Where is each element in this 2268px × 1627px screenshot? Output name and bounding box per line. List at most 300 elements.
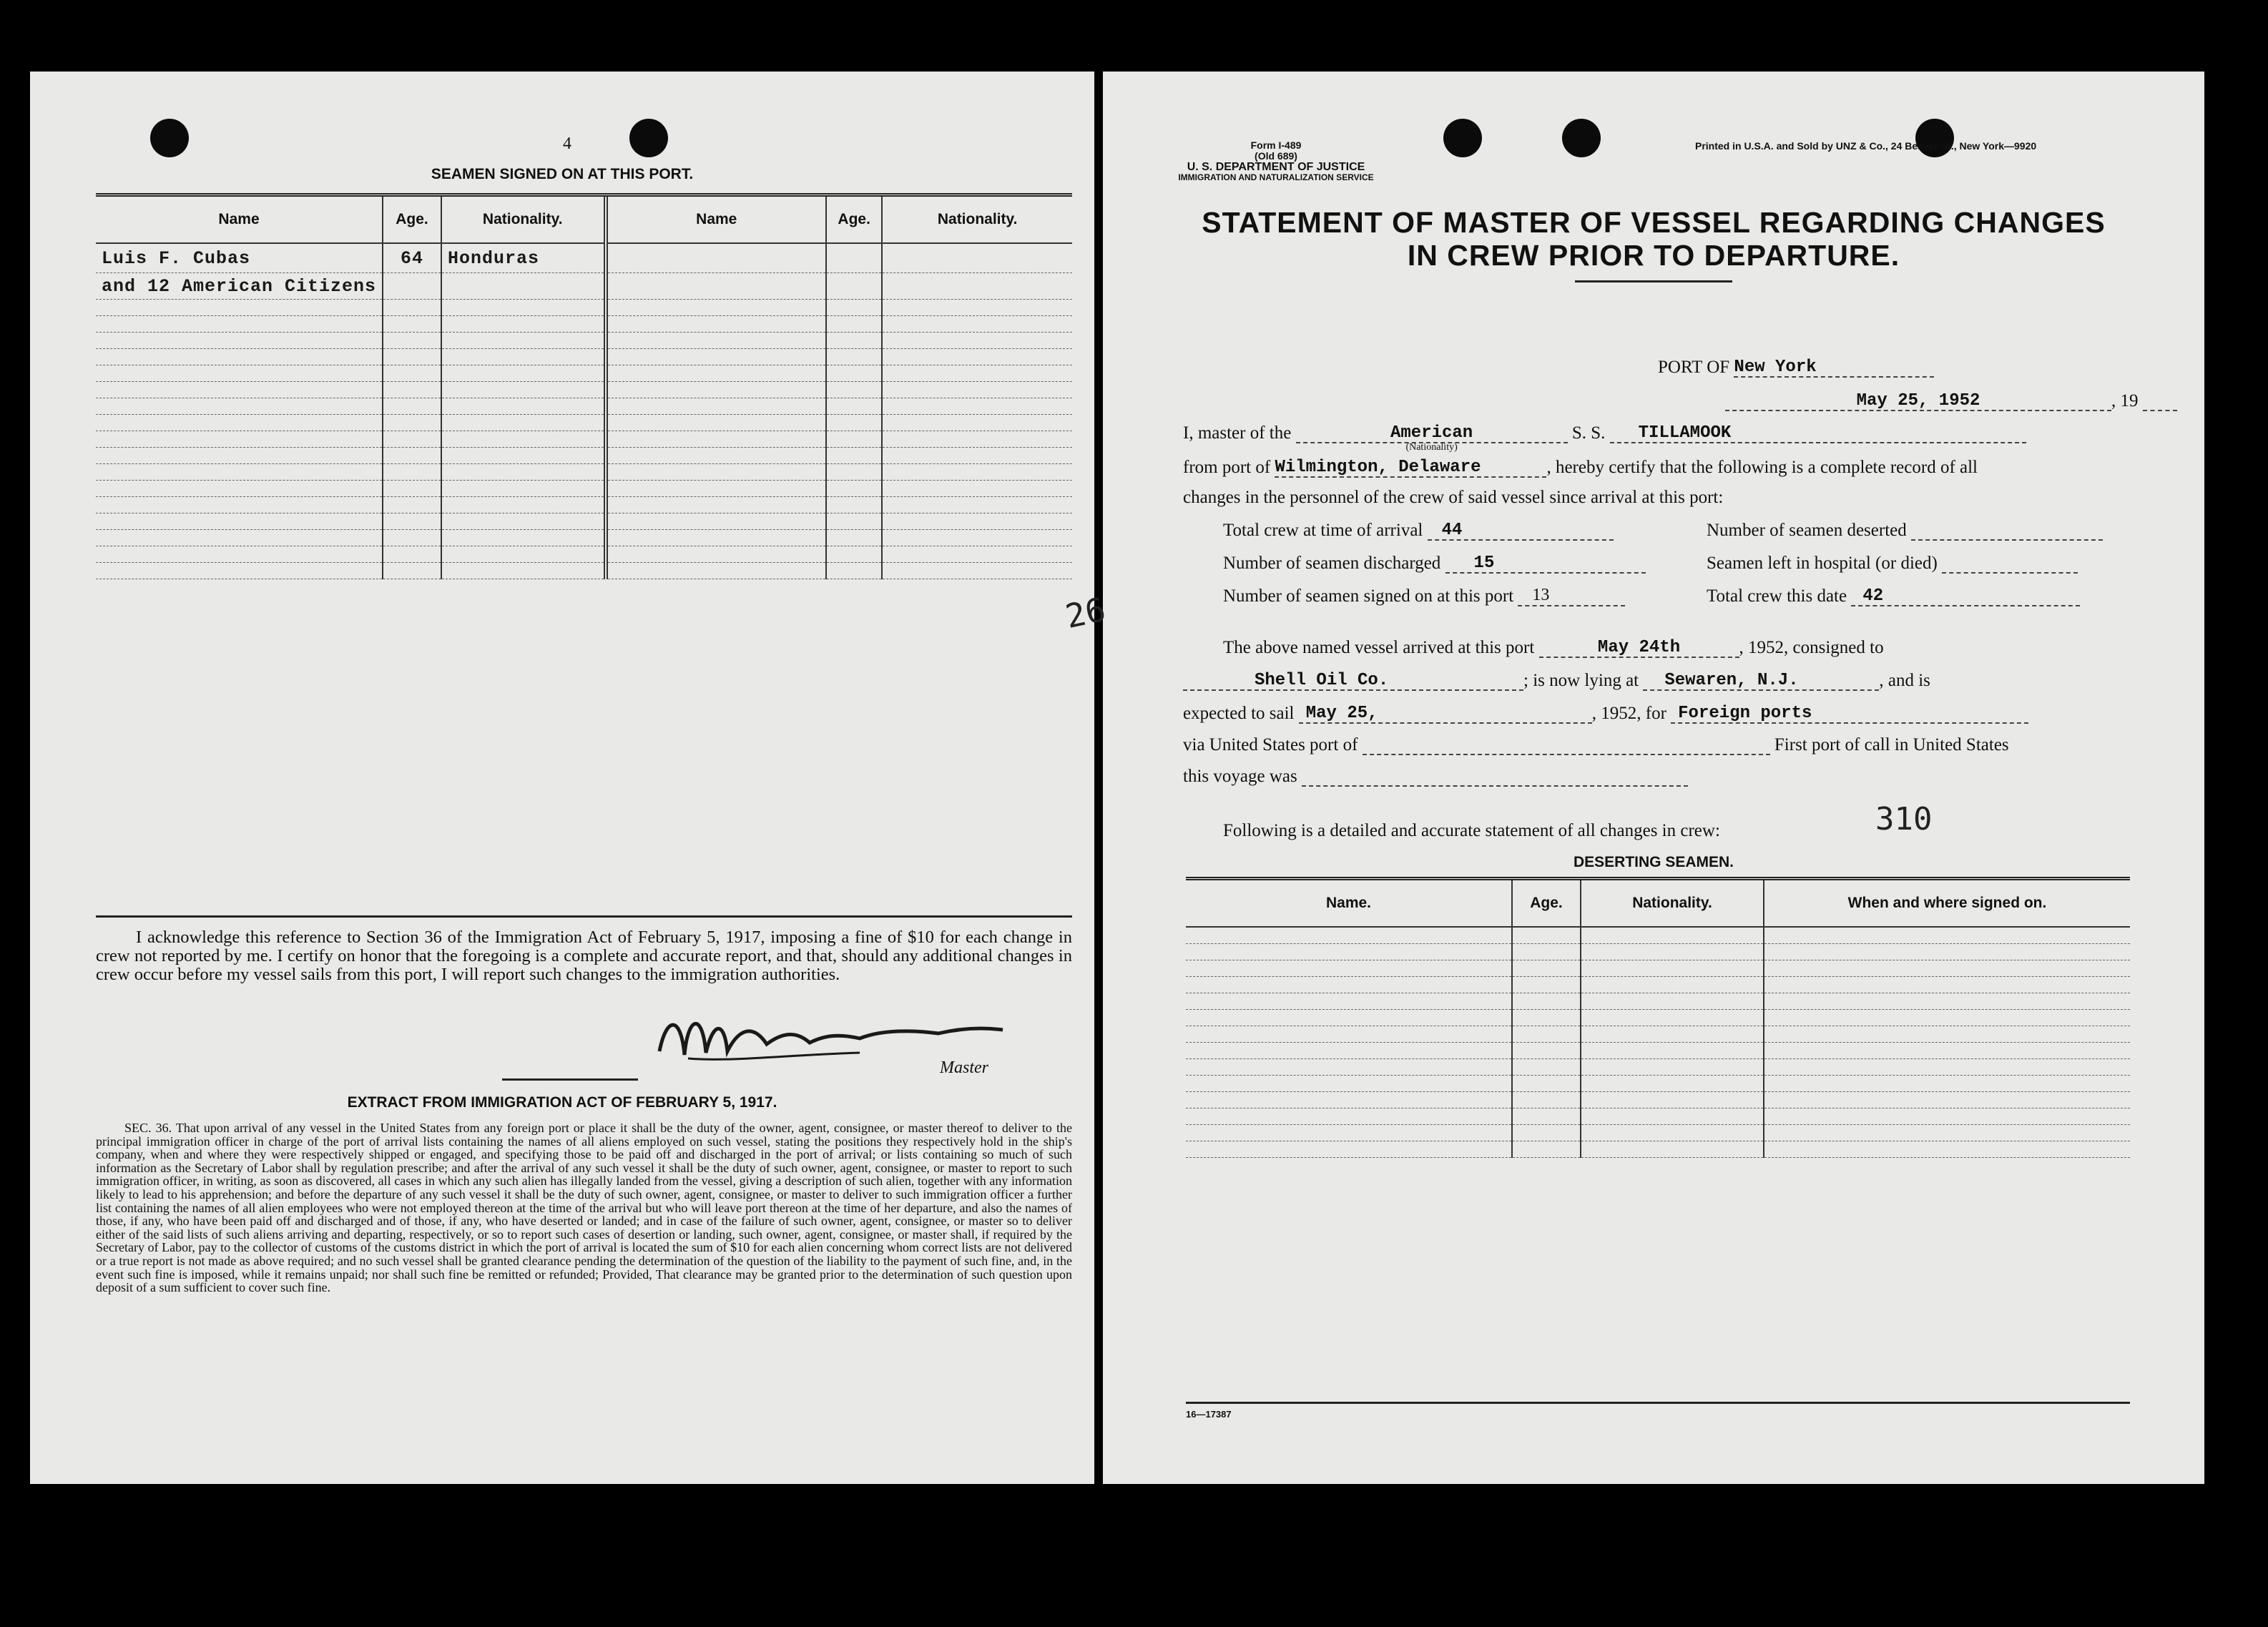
discharged-label: Number of seamen discharged	[1223, 554, 1441, 573]
divider	[502, 1078, 638, 1081]
age-cell	[826, 563, 882, 579]
age-cell	[826, 497, 882, 513]
discharged-value: 15	[1473, 554, 1495, 573]
date-line	[1725, 390, 2177, 411]
nationality-cell	[1581, 927, 1764, 944]
nationality-cell	[882, 481, 1072, 497]
form-title	[1103, 206, 2204, 272]
age-cell	[1512, 1010, 1581, 1026]
table-row	[96, 563, 1072, 579]
name-cell	[606, 530, 827, 546]
age-cell	[1512, 1059, 1581, 1076]
total-crew-date-label: Total crew this date	[1707, 586, 1847, 606]
table-row	[96, 316, 1072, 333]
signed-on-cell	[1764, 1109, 2130, 1125]
signed-on-cell	[1764, 993, 2130, 1010]
table-row	[1186, 1059, 2130, 1076]
deserted-field	[1911, 519, 2103, 541]
nationality-cell	[882, 415, 1072, 431]
table-row	[96, 333, 1072, 349]
margin-mark: 26	[1061, 589, 1109, 636]
master-of-label: I, master of the	[1183, 423, 1292, 443]
age-cell	[1512, 977, 1581, 993]
name-cell	[96, 481, 383, 497]
column-header: Name.	[1186, 880, 1512, 927]
consignee-value: Shell Oil Co.	[1255, 671, 1389, 690]
printer-note: Printed in U.S.A. and Sold by UNZ & Co., 24 Beaver St., New York—9920	[1695, 140, 2037, 152]
table-row	[96, 398, 1072, 415]
name-cell	[1186, 1109, 1512, 1125]
table-row	[1186, 960, 2130, 977]
deserted-line	[1707, 519, 2103, 541]
nationality-cell	[882, 316, 1072, 333]
nationality-cell	[441, 415, 606, 431]
first-port-label: First port of call in United States	[1774, 735, 2009, 754]
signed-on-line	[1223, 585, 1625, 606]
age-cell	[383, 273, 441, 300]
nationality-cell	[882, 349, 1072, 365]
nationality-cell	[441, 563, 606, 579]
nationality-cell	[441, 448, 606, 464]
master-label: Master	[940, 1058, 988, 1077]
column-header: Nationality.	[441, 197, 606, 243]
name-cell	[1186, 1059, 1512, 1076]
name-cell	[606, 415, 827, 431]
nationality-cell	[441, 365, 606, 382]
age-cell	[383, 481, 441, 497]
discharged-line	[1223, 552, 1646, 574]
nationality-cell	[1581, 1141, 1764, 1158]
nationality-cell	[441, 273, 606, 300]
punch-hole	[629, 119, 668, 157]
name-cell	[96, 382, 383, 398]
nationality-cell	[1581, 993, 1764, 1010]
signed-on-cell	[1764, 1026, 2130, 1043]
voyage-label: this voyage was	[1183, 767, 1297, 786]
form-number: Form I-489	[1250, 139, 1302, 151]
date-field	[1725, 390, 2111, 411]
name-cell	[606, 546, 827, 563]
name-cell	[96, 497, 383, 513]
age-cell	[826, 530, 882, 546]
age-cell	[826, 273, 882, 300]
name-cell	[96, 365, 383, 382]
column-header: Age.	[383, 197, 441, 243]
signed-on-field	[1518, 585, 1625, 606]
lying-at-value: Sewaren, N.J.	[1664, 671, 1799, 690]
signed-on-cell	[1764, 960, 2130, 977]
table-row	[96, 464, 1072, 481]
name-cell	[606, 481, 827, 497]
voyage-field	[1302, 765, 1688, 787]
nationality-cell	[882, 448, 1072, 464]
consignee-line	[1183, 669, 1930, 691]
table-bottom-rule	[96, 915, 1072, 918]
age-cell	[826, 481, 882, 497]
name-cell	[96, 398, 383, 415]
age-cell	[826, 349, 882, 365]
age-cell	[383, 530, 441, 546]
nationality-cell	[1581, 1125, 1764, 1141]
name-cell	[606, 273, 827, 300]
service-name: IMMIGRATION AND NATURALIZATION SERVICE	[1178, 172, 1374, 182]
consigned-to-label: , consigned to	[1784, 638, 1884, 657]
total-crew-date-field	[1851, 585, 2080, 606]
signed-on-cell	[1764, 1125, 2130, 1141]
age-cell	[383, 349, 441, 365]
destination-value: Foreign ports	[1678, 704, 1812, 723]
nationality-cell	[882, 365, 1072, 382]
age-cell	[1512, 1092, 1581, 1109]
lying-at-field	[1643, 669, 1879, 691]
acknowledgement-text: I acknowledge this reference to Section 36 of the Immigration Act of February 5, 1917, imposing a fine of $10 for each change in crew not reported by me. I certify on honor that the foregoing is a complete and accurate report, and that, should any additional changes in crew occur before my vessel sails from this port, I will report such changes to the immigration authorities.	[96, 928, 1072, 984]
nationality-cell	[441, 464, 606, 481]
hospital-field	[1942, 552, 2078, 574]
sail-date-value: May 25,	[1305, 704, 1378, 723]
nationality-cell: Honduras	[441, 243, 606, 273]
name-cell	[96, 300, 383, 316]
section-title: SEAMEN SIGNED ON AT THIS PORT.	[431, 166, 694, 182]
via-line	[1183, 734, 2009, 755]
title-line-2: IN CREW PRIOR TO DEPARTURE.	[1407, 239, 1900, 272]
age-cell	[1512, 960, 1581, 977]
age-cell: 64	[383, 243, 441, 273]
following-text: Following is a detailed and accurate statement of all changes in crew:	[1223, 821, 1720, 840]
signed-on-cell	[1764, 1043, 2130, 1059]
name-cell	[96, 349, 383, 365]
age-cell	[383, 333, 441, 349]
discharged-field	[1445, 552, 1646, 574]
arrived-date-field	[1539, 636, 1739, 658]
sail-year: , 1952	[1591, 704, 1637, 723]
name-cell	[96, 431, 383, 448]
nationality-cell	[441, 530, 606, 546]
arrived-date-value: May 24th	[1597, 638, 1681, 657]
nationality-cell	[882, 382, 1072, 398]
deserting-title: DESERTING SEAMEN.	[1573, 854, 1734, 870]
nationality-cell	[882, 300, 1072, 316]
nationality-cell	[1581, 977, 1764, 993]
name-cell	[1186, 1141, 1512, 1158]
nationality-cell	[441, 398, 606, 415]
from-port-field	[1275, 456, 1546, 478]
nationality-cell	[882, 497, 1072, 513]
master-line	[1183, 422, 2026, 453]
nationality-cell	[441, 546, 606, 563]
from-port-value: Wilmington, Delaware	[1275, 458, 1481, 477]
nationality-cell	[1581, 1076, 1764, 1092]
table-row	[96, 349, 1072, 365]
age-cell	[1512, 944, 1581, 960]
age-cell	[826, 415, 882, 431]
name-cell: and 12 American Citizens	[96, 273, 383, 300]
table-row	[1186, 944, 2130, 960]
lying-at-label: ; is now lying at	[1523, 671, 1639, 690]
name-cell	[606, 398, 827, 415]
nationality-cell	[441, 481, 606, 497]
table-row	[96, 300, 1072, 316]
nationality-cell	[1581, 1010, 1764, 1026]
table-row	[1186, 927, 2130, 944]
table-row	[96, 382, 1072, 398]
nationality-cell	[882, 273, 1072, 300]
name-cell	[1186, 944, 1512, 960]
voyage-line	[1183, 765, 1688, 787]
age-cell	[826, 316, 882, 333]
total-crew-date-value: 42	[1862, 586, 1884, 606]
age-cell	[383, 382, 441, 398]
table-row	[96, 448, 1072, 464]
column-header: Name	[96, 197, 383, 243]
and-is-text: , and is	[1879, 671, 1930, 690]
name-cell	[96, 415, 383, 431]
extract-text: SEC. 36. That upon arrival of any vessel in the United States from any foreign port or place it shall be the duty of the owner, agent, consignee, or master thereof to deliver to the principal immigration officer in charge of the port of arrival lists containing the names of all aliens employed on such vessel, stating the positions they respectively hold in the ship's company, when and where they were respectively shipped or engaged, and specifying those to be paid off and discharged in the port of arrival; or lists containing so much of such information as the Secretary of Labor shall by regulation prescribe; and after the arrival of any such vessel it shall be the duty of such owner, agent, consignee, or master to report to such immigration officer, in writing, as soon as discovered, all cases in which any such alien has illegally landed from the vessel, giving a description of such alien, together with any information likely to lead to his apprehension; and before the departure of any such vessel it shall be the duty of such owner, agent, consignee, or master to deliver to such immigration officer a further list containing the names of all alien employees who were not employed thereon at the time of the arrival but who will leave port thereon at the time of her departure, and also the names of those, if any, who have been paid off and discharged and of those, if any, who have deserted or landed; and in case of the failure of such owner, agent, consignee, or master so to deliver either of the said lists of such aliens arriving and departing, respectively, or so to report such cases of desertion or landing, such owner, agent, consignee, or master shall, if required by the Secretary of Labor, pay to the collector of customs of the customs district in which the port of arrival is located the sum of $10 for each alien concerning whom correct lists are not delivered or a true report is not made as above required; and no such vessel shall be granted clearance pending the determination of the question of the liability to the payment of such fine, and, in the event such fine is imposed, while it remains unpaid; nor shall such fine be remitted or refunded; Provided, That clearance may be granted prior to the determination of such question upon deposit of a sum sufficient to cover such fine.	[96, 1121, 1072, 1295]
right-page	[1103, 72, 2204, 1484]
name-cell	[1186, 1092, 1512, 1109]
age-cell	[826, 546, 882, 563]
signed-on-cell	[1764, 1010, 2130, 1026]
nationality-cell	[1581, 1109, 1764, 1125]
age-cell	[1512, 1076, 1581, 1092]
age-cell	[826, 300, 882, 316]
department-name: U. S. DEPARTMENT OF JUSTICE	[1187, 161, 1365, 173]
nationality-cell	[441, 431, 606, 448]
hospital-label: Seamen left in hospital (or died)	[1707, 554, 1938, 573]
nationality-caption: (Nationality)	[1405, 442, 1458, 453]
nationality-cell	[1581, 1059, 1764, 1076]
nationality-cell	[1581, 944, 1764, 960]
name-cell	[606, 300, 827, 316]
age-cell	[383, 365, 441, 382]
age-cell	[1512, 1109, 1581, 1125]
seamen-signed-on-table	[96, 197, 1072, 579]
from-port-line	[1183, 456, 1978, 478]
total-crew-arrival-label: Total crew at time of arrival	[1223, 521, 1423, 540]
name-cell	[606, 464, 827, 481]
nationality-cell	[441, 300, 606, 316]
age-cell	[1512, 1043, 1581, 1059]
age-cell	[1512, 1141, 1581, 1158]
form-header	[1140, 140, 1412, 183]
age-cell	[1512, 993, 1581, 1010]
age-cell	[826, 382, 882, 398]
column-header: Name	[606, 197, 827, 243]
name-cell	[606, 448, 827, 464]
table-row	[1186, 1109, 2130, 1125]
total-crew-date-line	[1707, 585, 2080, 606]
column-header: Nationality.	[882, 197, 1072, 243]
port-label: PORT OF	[1658, 358, 1730, 377]
expected-label: expected to sail	[1183, 704, 1295, 723]
age-cell	[826, 513, 882, 530]
age-cell	[383, 300, 441, 316]
changes-text: changes in the personnel of the crew of said vessel since arrival at this port:	[1183, 488, 1724, 507]
nationality-cell	[882, 431, 1072, 448]
nationality-cell	[441, 349, 606, 365]
signed-on-cell	[1764, 927, 2130, 944]
punch-hole	[150, 119, 189, 157]
name-cell	[606, 513, 827, 530]
signed-on-cell	[1764, 977, 2130, 993]
age-cell	[1512, 1026, 1581, 1043]
column-header: Age.	[1512, 880, 1581, 927]
table-bottom-rule	[1186, 1402, 2130, 1404]
signed-on-label: Number of seamen signed on at this port	[1223, 586, 1514, 606]
for-label: , for	[1636, 704, 1666, 723]
name-cell	[606, 365, 827, 382]
table-row	[96, 273, 1072, 300]
signed-on-cell	[1764, 1076, 2130, 1092]
age-cell	[383, 546, 441, 563]
age-cell	[383, 398, 441, 415]
destination-field	[1671, 702, 2028, 724]
name-cell	[1186, 993, 1512, 1010]
age-cell	[383, 431, 441, 448]
name-cell	[1186, 960, 1512, 977]
nationality-cell	[882, 464, 1072, 481]
column-header: When and where signed on.	[1764, 880, 2130, 927]
nationality-value: American	[1390, 423, 1473, 443]
table-row	[1186, 1092, 2130, 1109]
via-label: via United States port of	[1183, 735, 1358, 754]
arrived-line	[1223, 636, 1884, 658]
nationality-cell	[882, 398, 1072, 415]
table-row	[1186, 1141, 2130, 1158]
name-cell	[1186, 1125, 1512, 1141]
deserted-label: Number of seamen deserted	[1707, 521, 1907, 540]
name-cell	[96, 464, 383, 481]
name-cell	[1186, 1076, 1512, 1092]
deserting-seamen-table	[1186, 880, 2130, 1158]
name-cell	[606, 431, 827, 448]
vessel-field	[1610, 422, 2026, 443]
name-cell	[1186, 1026, 1512, 1043]
table-row	[96, 431, 1072, 448]
name-cell	[606, 316, 827, 333]
age-cell	[826, 431, 882, 448]
table-row	[1186, 1043, 2130, 1059]
punch-hole	[1443, 119, 1482, 157]
port-line	[1658, 356, 1934, 378]
signed-on-cell	[1764, 1059, 2130, 1076]
table-row	[1186, 1076, 2130, 1092]
date-suffix: , 19	[2111, 391, 2139, 411]
signed-on-value: 13	[1532, 586, 1550, 604]
table-row	[96, 243, 1072, 273]
name-cell	[96, 546, 383, 563]
handwritten-number: 310	[1875, 801, 1933, 837]
age-cell	[826, 398, 882, 415]
table-row	[96, 415, 1072, 431]
vessel-value: TILLAMOOK	[1638, 423, 1732, 443]
divider	[1575, 280, 1732, 282]
age-cell	[1512, 927, 1581, 944]
punch-hole	[1562, 119, 1601, 157]
name-cell	[606, 563, 827, 579]
name-cell	[1186, 977, 1512, 993]
hospital-line	[1707, 552, 2078, 574]
age-cell	[383, 464, 441, 481]
name-cell	[606, 333, 827, 349]
left-page	[30, 72, 1094, 1484]
age-cell	[1512, 1125, 1581, 1141]
nationality-cell	[1581, 960, 1764, 977]
nationality-cell	[882, 530, 1072, 546]
age-cell	[826, 365, 882, 382]
name-cell	[1186, 1043, 1512, 1059]
age-cell	[383, 415, 441, 431]
total-crew-arrival-field	[1428, 519, 1614, 541]
name-cell	[96, 530, 383, 546]
name-cell	[96, 316, 383, 333]
age-cell	[826, 243, 882, 273]
port-value: New York	[1734, 358, 1817, 377]
extract-title: EXTRACT FROM IMMIGRATION ACT OF FEBRUARY 5, 1917.	[347, 1094, 777, 1111]
date-value: May 25, 1952	[1856, 391, 1980, 411]
name-cell	[96, 448, 383, 464]
table-row	[1186, 977, 2130, 993]
signed-on-cell	[1764, 944, 2130, 960]
nationality-cell	[441, 513, 606, 530]
sail-line	[1183, 702, 2028, 724]
title-line-1: STATEMENT OF MASTER OF VESSEL REGARDING CHANGES	[1202, 206, 2106, 239]
nationality-field	[1296, 422, 1568, 453]
ss-label: S. S.	[1571, 423, 1606, 443]
age-cell	[383, 497, 441, 513]
age-cell	[383, 513, 441, 530]
name-cell	[606, 243, 827, 273]
name-cell	[96, 563, 383, 579]
table-row	[96, 497, 1072, 513]
name-cell	[606, 382, 827, 398]
consignee-field	[1183, 669, 1523, 691]
certify-text: , hereby certify that the following is a complete record of all	[1546, 458, 1978, 477]
column-header: Age.	[826, 197, 882, 243]
table-row	[96, 365, 1072, 382]
table-row	[1186, 1010, 2130, 1026]
nationality-cell	[882, 333, 1072, 349]
nationality-cell	[882, 243, 1072, 273]
from-port-label: from port of	[1183, 458, 1271, 477]
table-row	[96, 546, 1072, 563]
nationality-cell	[441, 333, 606, 349]
form-old-number: (Old 689)	[1255, 150, 1297, 162]
nationality-cell	[441, 382, 606, 398]
name-cell	[1186, 1010, 1512, 1026]
total-crew-arrival-value: 44	[1441, 521, 1463, 540]
sail-date-field	[1299, 702, 1592, 724]
age-cell	[826, 333, 882, 349]
age-cell	[826, 448, 882, 464]
port-field	[1734, 356, 1934, 378]
nationality-cell	[441, 316, 606, 333]
via-field	[1363, 734, 1770, 755]
nationality-cell	[1581, 1092, 1764, 1109]
table-row	[96, 513, 1072, 530]
name-cell	[606, 349, 827, 365]
total-crew-arrival-line	[1223, 519, 1614, 541]
arrived-year: , 1952	[1739, 638, 1785, 657]
page-number: 4	[563, 134, 571, 153]
name-cell	[606, 497, 827, 513]
nationality-cell	[882, 563, 1072, 579]
nationality-cell	[1581, 1043, 1764, 1059]
age-cell	[383, 316, 441, 333]
age-cell	[383, 563, 441, 579]
signed-on-cell	[1764, 1092, 2130, 1109]
table-row	[1186, 993, 2130, 1010]
table-row	[96, 481, 1072, 497]
